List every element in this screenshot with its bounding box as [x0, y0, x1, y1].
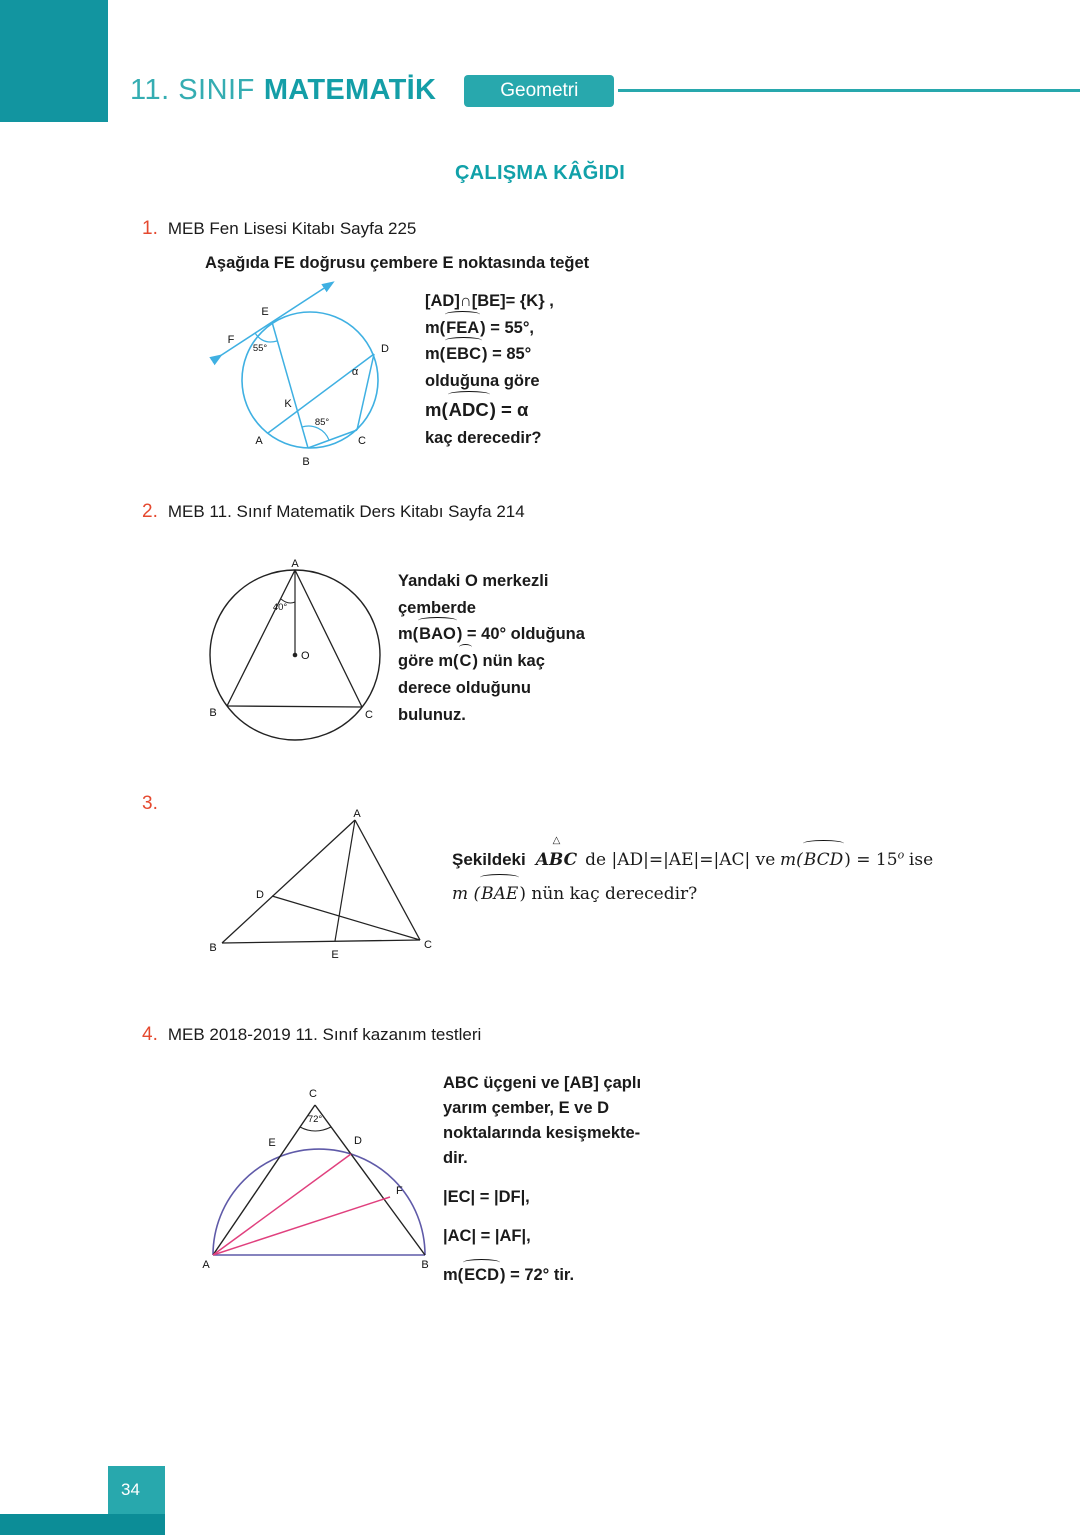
- point-label-e: E: [268, 1137, 276, 1149]
- footer-accent-strip: [0, 1514, 165, 1535]
- text: |AC| = |AF|,: [443, 1227, 531, 1246]
- text: dir.: [443, 1149, 468, 1168]
- point-label-e: E: [261, 306, 269, 318]
- page-number-box: [108, 1466, 165, 1514]
- text: de |AD|=|AE|=|AC| ve: [585, 850, 776, 870]
- angle-arc-72: [300, 1127, 331, 1131]
- header-rule: [618, 89, 1080, 92]
- problem-3-figure: [200, 808, 440, 966]
- point-label-a: A: [202, 1259, 210, 1271]
- corner-accent-block: [0, 0, 108, 122]
- problem-1-subtitle: Aşağıda FE doğrusu çembere E noktasında teğet: [205, 254, 590, 272]
- text: ) nün kaç: [472, 652, 545, 671]
- statement-line: [425, 395, 665, 425]
- point-label-f: F: [227, 334, 235, 346]
- header-grade: 11. SINIF: [130, 74, 255, 106]
- page-number: 34: [121, 1480, 140, 1499]
- tangent-line-fe: [220, 283, 332, 356]
- angle-label-72: 72°: [307, 1114, 323, 1125]
- angle-label-55: 55°: [252, 343, 268, 354]
- arc-notation-bae: BAE: [480, 878, 519, 911]
- statement-line: [398, 568, 628, 595]
- point-label-d: D: [256, 889, 264, 901]
- side-bc: [227, 706, 362, 707]
- angle-arc-85: [302, 426, 329, 440]
- cevian-ae: [335, 820, 355, 941]
- text: bulunuz.: [398, 705, 466, 724]
- arc-notation-ebc: EBC: [445, 341, 482, 368]
- point-label-b: B: [209, 707, 217, 719]
- text: derece olduğunu: [398, 678, 531, 697]
- problem-1-heading: [142, 218, 416, 240]
- point-label-b: B: [209, 942, 217, 954]
- side-ac: [213, 1105, 315, 1255]
- center-label-o: O: [301, 650, 310, 662]
- page-header: [130, 74, 1080, 107]
- statement-line: [443, 1185, 668, 1210]
- problem-4-statement: [443, 1071, 668, 1289]
- point-label-a: A: [255, 435, 263, 447]
- math-text: ) = 85°: [482, 345, 532, 364]
- text: çemberde: [398, 598, 476, 617]
- problem-2-heading: [142, 501, 525, 523]
- arc-notation-c: C: [459, 648, 473, 675]
- chord-bc: [308, 430, 357, 448]
- problem-1-figure: [185, 275, 410, 475]
- math-text: [AD]∩[BE]= {K} ,: [425, 292, 554, 310]
- point-label-b: B: [302, 456, 310, 468]
- problem-4-source: MEB 2018-2019 11. Sınıf kazanım testleri: [167, 1025, 482, 1044]
- point-label-a: A: [353, 808, 361, 820]
- arc-notation-bcd: BCD: [803, 844, 844, 877]
- page-title: ÇALIŞMA KÂĞIDI: [454, 162, 626, 184]
- angle-label-85: 85°: [314, 417, 330, 428]
- math-text: m(: [425, 345, 446, 364]
- text: ) nün kaç derecedir?: [519, 884, 698, 905]
- problem-3-statement: [452, 835, 1032, 911]
- cevian-dc: [272, 896, 420, 940]
- problem-4-heading: [142, 1024, 481, 1046]
- angle-label-40: 40°: [272, 602, 288, 613]
- center-point-o: [293, 653, 298, 658]
- arc-notation-fea: FEA: [445, 315, 480, 342]
- segment-af: [213, 1197, 390, 1255]
- statement-line: [425, 341, 665, 368]
- problem-3-heading: [142, 793, 168, 815]
- statement-line: [443, 1121, 668, 1146]
- statement-line: [443, 1071, 668, 1096]
- statement-line: [398, 675, 628, 702]
- chord-eb: [272, 322, 308, 448]
- angle-arc-55: [255, 333, 277, 342]
- superscript-degree: o: [897, 848, 905, 862]
- text: m (: [452, 884, 481, 905]
- problem-2-source: MEB 11. Sınıf Matematik Ders Kitabı Sayfa 214: [167, 502, 525, 521]
- angle-label-alpha: α: [351, 366, 359, 378]
- point-label-e: E: [331, 949, 339, 961]
- side-ab: [227, 570, 295, 706]
- semicircle-outline: [213, 1149, 425, 1255]
- point-label-k: K: [284, 398, 292, 410]
- text: Şekildeki: [452, 850, 526, 869]
- arc-notation-adc: ADC: [448, 395, 490, 425]
- header-badge: Geometri: [464, 75, 614, 107]
- triangle-symbol: △: [552, 835, 561, 846]
- point-label-c: C: [424, 939, 432, 951]
- text: ABC üçgeni ve [AB] çaplı: [443, 1074, 642, 1092]
- text: yarım çember, E ve D: [443, 1099, 610, 1118]
- problem-1-statement: [425, 288, 665, 452]
- text: |EC| = |DF|,: [443, 1188, 530, 1207]
- text: ) = 15: [844, 850, 898, 870]
- problem-2-figure: [200, 558, 400, 758]
- text: ) = 72° tir.: [500, 1266, 575, 1285]
- statement-line: [425, 425, 665, 452]
- point-label-c: C: [365, 709, 373, 721]
- point-label-c: C: [309, 1088, 317, 1100]
- triangle-notation-abc: [535, 835, 578, 877]
- segment-ad: [213, 1154, 351, 1255]
- math-text: m(: [425, 318, 446, 337]
- point-label-a: A: [291, 558, 299, 570]
- text: ) = 40° olduğuna: [456, 625, 585, 644]
- statement-line: [452, 835, 1032, 877]
- statement-line: [398, 648, 628, 675]
- problem-4-number: 4.: [142, 1024, 158, 1045]
- problem-1-source: MEB Fen Lisesi Kitabı Sayfa 225: [167, 219, 417, 238]
- math-text: ) = 55°,: [480, 318, 535, 337]
- text: göre m(: [398, 652, 459, 671]
- problem-2-number: 2.: [142, 501, 158, 522]
- text: ABC: [535, 850, 578, 870]
- problem-4-figure: [195, 1082, 445, 1274]
- point-label-f: F: [396, 1185, 403, 1197]
- text: m(: [443, 1266, 464, 1285]
- side-bc: [222, 940, 420, 943]
- text: ise: [908, 850, 934, 870]
- header-subject: MATEMATİK: [263, 74, 437, 106]
- math-text: ) = α: [489, 398, 529, 420]
- text: noktalarında kesişmekte-: [443, 1124, 641, 1143]
- side-cb: [315, 1105, 425, 1255]
- problem-2-statement: [398, 568, 628, 728]
- side-ca: [355, 820, 420, 940]
- statement-line: [443, 1096, 668, 1121]
- point-label-d: D: [381, 343, 389, 355]
- side-ca: [295, 570, 362, 707]
- problem-3-number: 3.: [142, 793, 158, 814]
- statement-line: [452, 877, 1032, 911]
- arc-notation-ecd: ECD: [463, 1263, 500, 1288]
- math-text: kaç derecedir?: [425, 428, 542, 447]
- point-label-c: C: [358, 435, 366, 447]
- statement-line: [443, 1224, 668, 1249]
- arc-notation-bao: BAO: [418, 621, 457, 648]
- point-label-b: B: [421, 1259, 429, 1271]
- point-label-d: D: [354, 1135, 362, 1147]
- statement-line: [443, 1263, 668, 1288]
- text: m(: [398, 625, 419, 644]
- text: m(: [780, 850, 803, 870]
- math-text: m(: [425, 398, 448, 420]
- statement-line: [443, 1146, 668, 1171]
- text: Yandaki O merkezli: [398, 572, 549, 590]
- statement-line: [398, 621, 628, 648]
- statement-line: [398, 702, 628, 729]
- problem-1-number: 1.: [142, 218, 158, 239]
- math-text: olduğuna göre: [425, 372, 540, 391]
- side-ab: [222, 820, 355, 943]
